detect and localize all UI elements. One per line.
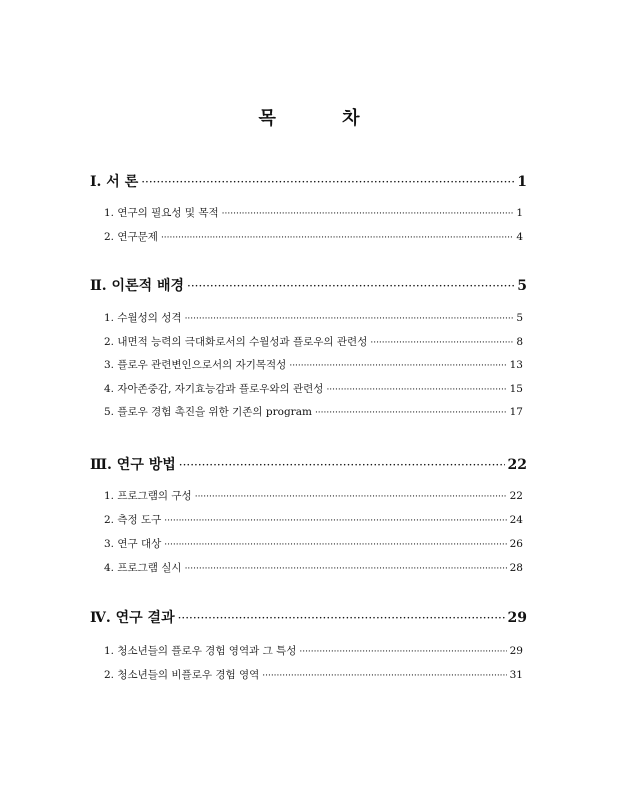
toc-section-1-1[interactable] (104, 205, 523, 220)
section-label: 2. 청소년들의 비플로우 경험 영역 (104, 669, 260, 681)
dot-leader (315, 408, 507, 418)
page-title: 목 차 (258, 108, 390, 129)
toc-section-2-2[interactable] (104, 334, 523, 349)
page-number: 29 (507, 610, 527, 626)
section-label: 2. 측정 도구 (104, 514, 162, 526)
page-number: 22 (507, 457, 527, 473)
page-number: 1 (516, 207, 523, 219)
dot-leader (179, 458, 505, 472)
dot-leader (164, 540, 506, 550)
page-number: 17 (509, 406, 523, 418)
section-label: 3. 플로우 관련변인으로서의 자기목적성 (104, 359, 287, 371)
page-number: 13 (509, 359, 523, 371)
toc-section-4-1[interactable] (104, 643, 523, 658)
section-label: 1. 청소년들의 플로우 경험 영역과 그 특성 (104, 645, 297, 657)
page-number: 28 (509, 562, 523, 574)
toc-section-4-2[interactable] (104, 667, 523, 682)
dot-leader (222, 209, 514, 219)
page-number: 1 (517, 174, 527, 190)
chapter-label: Ⅲ. 연구 방법 (90, 457, 176, 473)
section-label: 1. 연구의 필요성 및 목적 (104, 207, 219, 219)
toc-section-2-4[interactable] (104, 381, 523, 396)
chapter-label: Ⅱ. 이론적 배경 (90, 278, 185, 294)
chapter-label: Ⅳ. 연구 결과 (90, 610, 175, 626)
toc-chapter-3[interactable] (90, 454, 527, 474)
page-number: 5 (516, 312, 523, 324)
toc-chapter-4[interactable] (90, 607, 527, 627)
dot-leader (164, 516, 506, 526)
toc-chapter-1[interactable] (90, 171, 527, 191)
toc-section-1-2[interactable] (104, 229, 523, 244)
dot-leader (262, 671, 506, 681)
dot-leader (370, 338, 513, 348)
page-number: 26 (509, 538, 523, 550)
section-label: 2. 내면적 능력의 극대화로서의 수월성과 플로우의 관련성 (104, 336, 368, 348)
dot-leader (299, 647, 506, 657)
dot-leader (178, 611, 505, 625)
toc-section-3-1[interactable] (104, 488, 523, 503)
toc-section-3-2[interactable] (104, 512, 523, 527)
page-number: 29 (509, 645, 523, 657)
page-number: 5 (517, 278, 527, 294)
dot-leader (289, 361, 506, 371)
section-label: 4. 프로그램 실시 (104, 562, 182, 574)
page-number: 31 (509, 669, 523, 681)
section-label: 3. 연구 대상 (104, 538, 162, 550)
toc-section-2-5[interactable] (104, 404, 523, 419)
dot-leader (161, 233, 513, 243)
page-number: 4 (516, 231, 523, 243)
toc-chapter-2[interactable] (90, 275, 527, 295)
dot-leader (141, 175, 514, 189)
dot-leader (195, 492, 507, 502)
chapter-label: Ⅰ. 서 론 (90, 174, 139, 190)
toc-section-2-1[interactable] (104, 310, 523, 325)
section-label: 4. 자아존중감, 자기효능감과 플로우와의 관련성 (104, 383, 324, 395)
section-label: 5. 플로우 경험 촉진을 위한 기존의 program (104, 406, 312, 418)
toc-section-3-4[interactable] (104, 560, 523, 575)
page-number: 24 (509, 514, 523, 526)
section-label: 1. 프로그램의 구성 (104, 490, 192, 502)
page-number: 15 (509, 383, 523, 395)
dot-leader (326, 385, 506, 395)
page-number: 22 (509, 490, 523, 502)
dot-leader (185, 314, 514, 324)
dot-leader (185, 564, 507, 574)
toc-section-2-3[interactable] (104, 357, 523, 372)
toc-section-3-3[interactable] (104, 536, 523, 551)
page-number: 8 (516, 336, 523, 348)
section-label: 1. 수월성의 성격 (104, 312, 182, 324)
section-label: 2. 연구문제 (104, 231, 158, 243)
dot-leader (187, 279, 514, 293)
